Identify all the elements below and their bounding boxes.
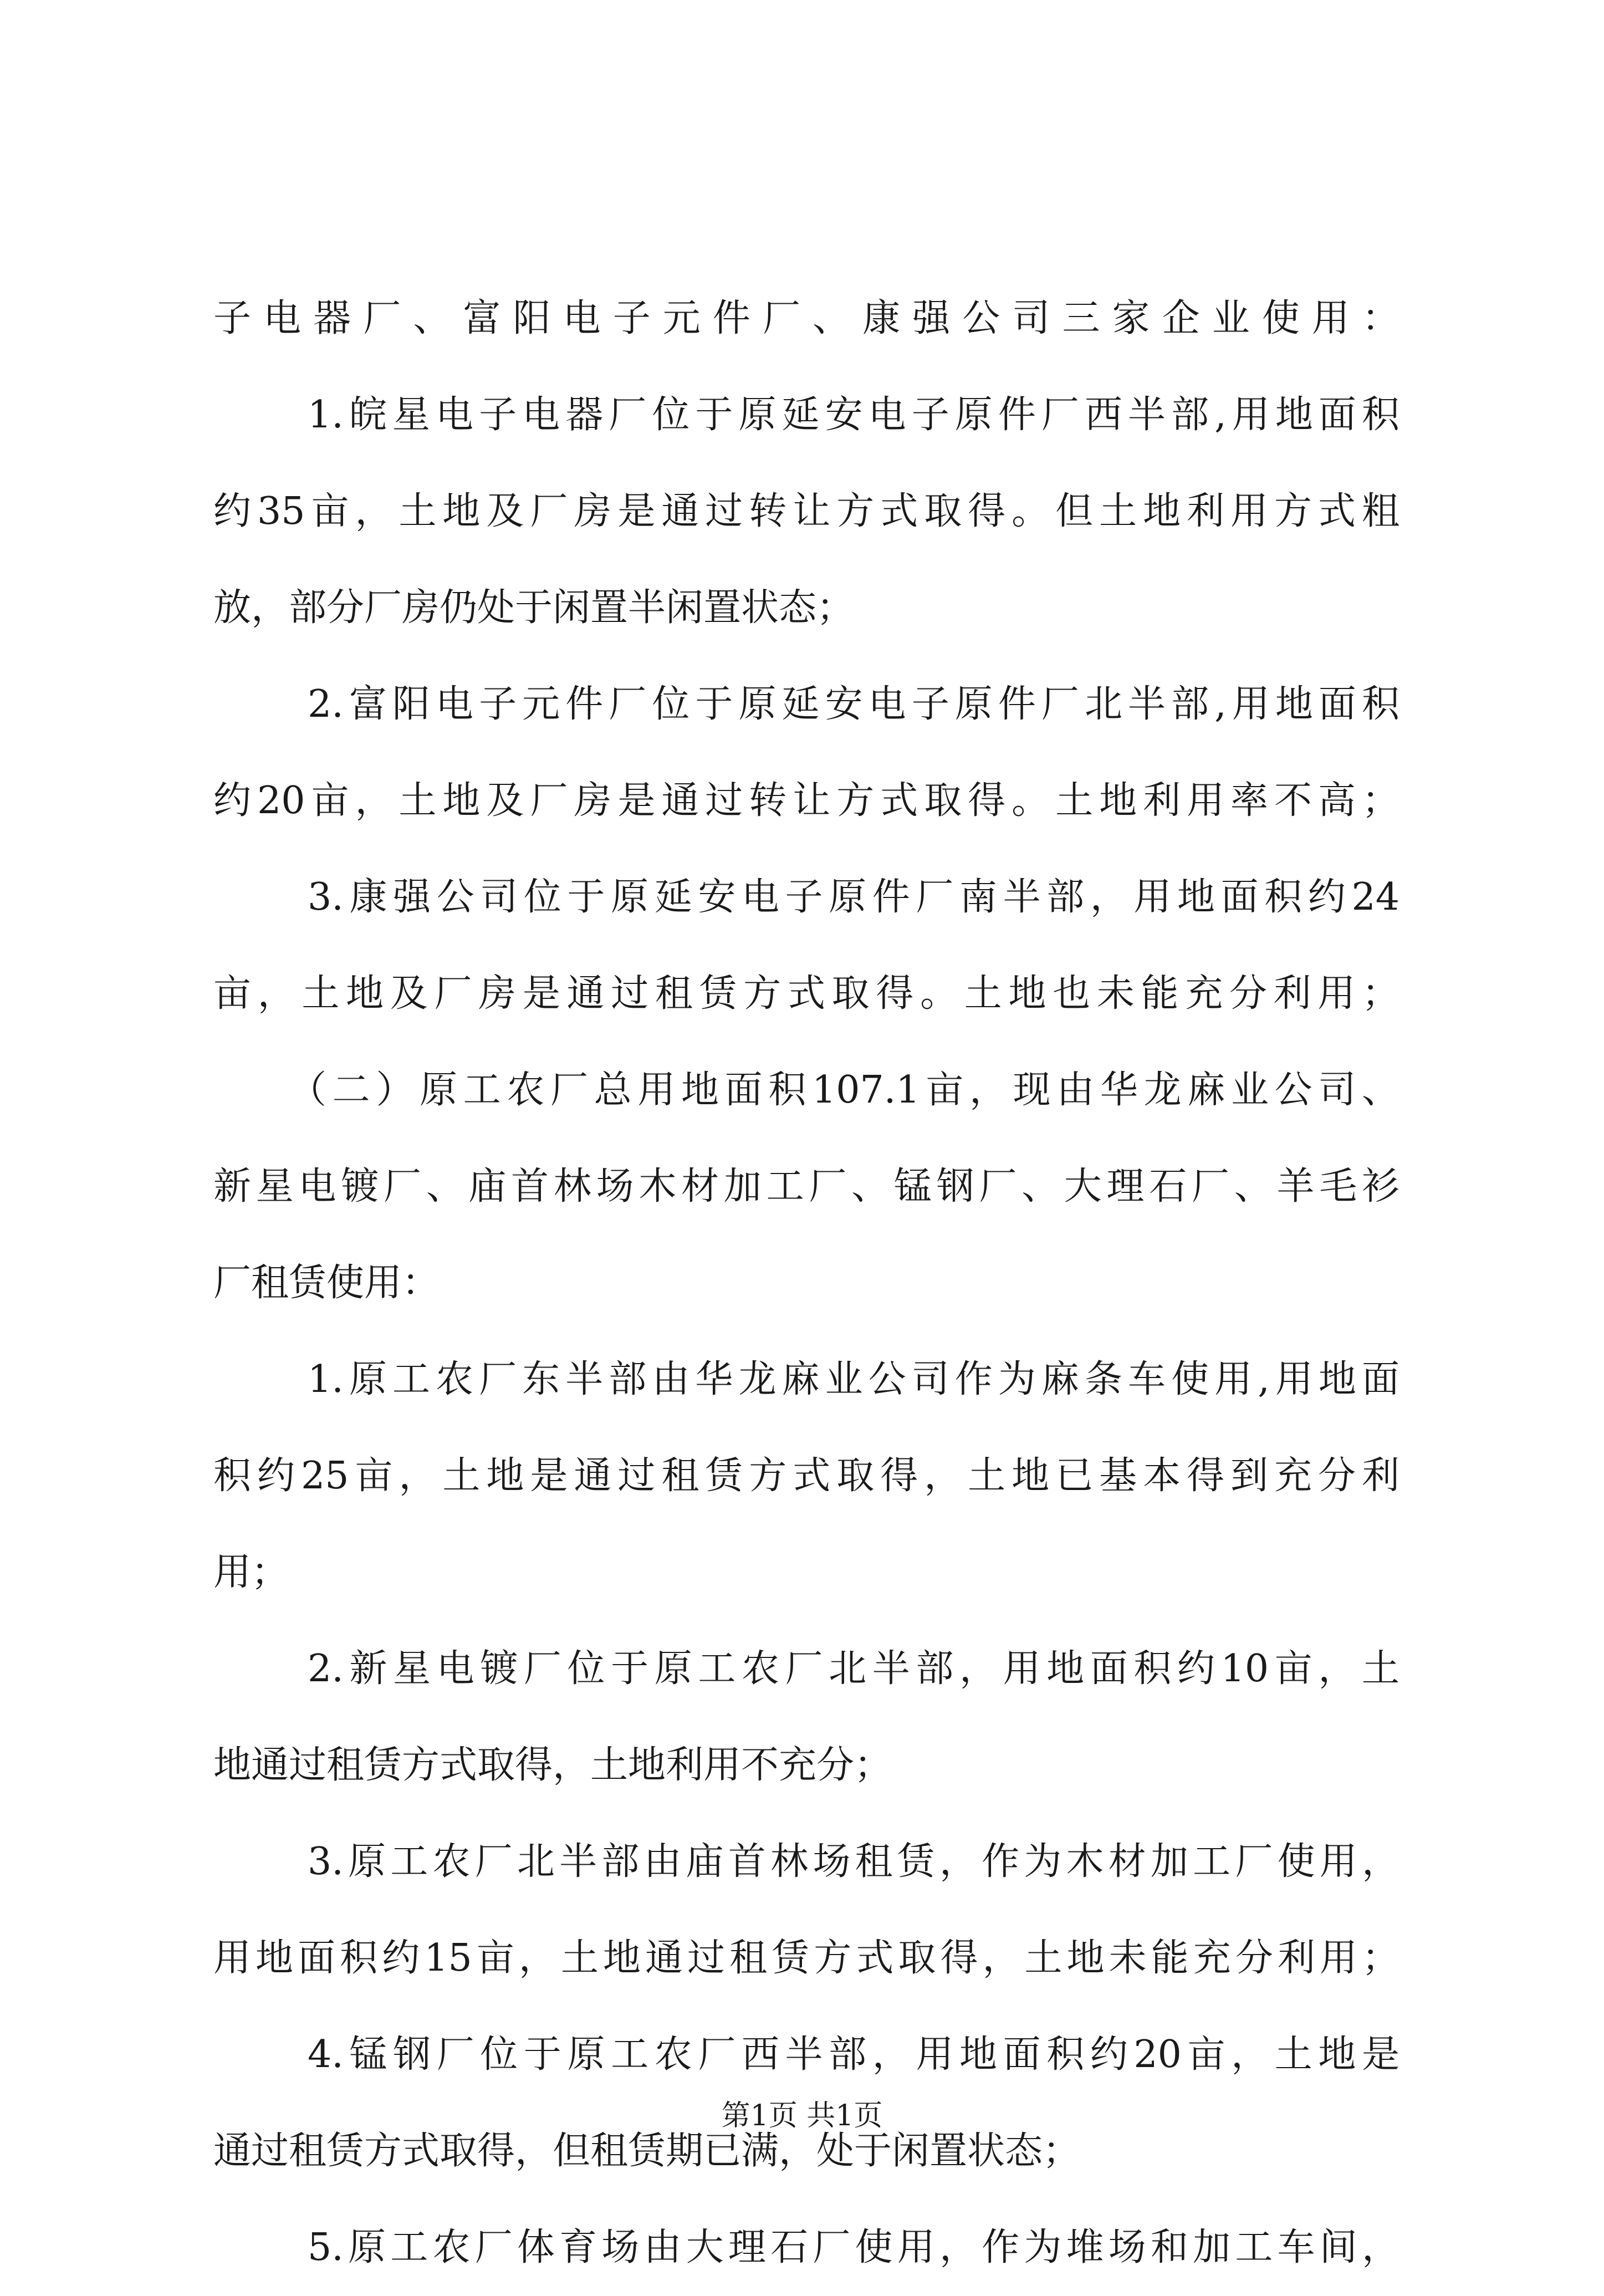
text-line: 积约25亩，土地是通过租赁方式取得，土地已基本得到充分利 (213, 1454, 1399, 1498)
text-line: 3.原工农厂北半部由庙首林场租赁，作为木材加工厂使用， (308, 1840, 1399, 1884)
text-line: 1.皖星电子电器厂位于原延安电子原件厂西半部,用地面积 (308, 393, 1399, 437)
text-line: 约35亩，土地及厂房是通过转让方式取得。但土地利用方式粗 (213, 489, 1399, 533)
text-line: 放，部分厂房仍处于闲置半闲置状态； (213, 586, 855, 630)
text-line: 子电器厂、富阳电子元件厂、康强公司三家企业使用： (213, 297, 1399, 340)
text-line: 3.康强公司位于原延安电子原件厂南半部，用地面积约24 (308, 875, 1399, 919)
text-line: 用地面积约15亩，土地通过租赁方式取得，土地未能充分利用； (213, 1936, 1399, 1980)
document-body (213, 271, 1399, 2296)
text-line: 地通过租赁方式取得，土地利用不充分； (213, 1743, 892, 1787)
text-line: 约20亩，土地及厂房是通过转让方式取得。土地利用率不高； (213, 779, 1399, 823)
text-line: 2.新星电镀厂位于原工农厂北半部，用地面积约10亩，土 (308, 1647, 1399, 1691)
text-line: 新星电镀厂、庙首林场木材加工厂、锰钢厂、大理石厂、羊毛衫 (213, 1165, 1399, 1208)
text-line: 4.锰钢厂位于原工农厂西半部，用地面积约20亩，土地是 (308, 2033, 1399, 2076)
text-line: 通过租赁方式取得，但租赁期已满，处于闲置状态； (213, 2129, 1081, 2173)
text-line: （二）原工农厂总用地面积107.1亩，现由华龙麻业公司、 (289, 1068, 1399, 1112)
page-footer: 第1页 共1页 (721, 2099, 883, 2132)
text-line: 2.富阳电子元件厂位于原延安电子原件厂北半部,用地面积 (308, 682, 1399, 726)
text-line: 用； (213, 1550, 289, 1594)
text-line: 亩，土地及厂房是通过租赁方式取得。土地也未能充分利用； (213, 972, 1399, 1016)
text-line: 厂租赁使用： (213, 1261, 440, 1305)
text-line: 5.原工农厂体育场由大理石厂使用，作为堆场和加工车间， (308, 2226, 1399, 2269)
text-line: 1.原工农厂东半部由华龙麻业公司作为麻条车使用,用地面 (308, 1358, 1399, 1401)
